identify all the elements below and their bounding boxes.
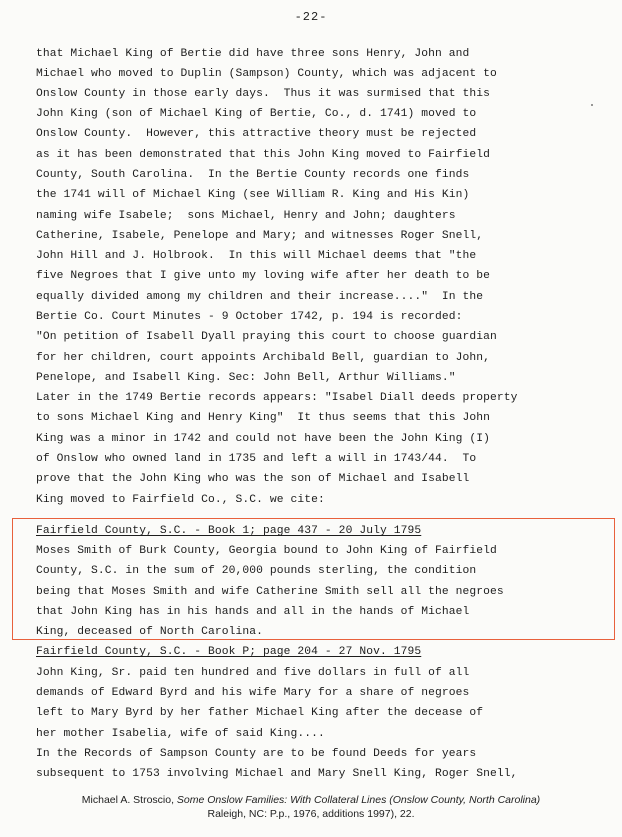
text-line: John King (son of Michael King of Bertie, Co., d. 1741) moved to: [36, 108, 477, 120]
text-line: County, South Carolina. In the Bertie County records one finds: [36, 169, 470, 181]
text-line: Penelope, and Isabell King. Sec: John Bell, Arthur Williams.": [36, 372, 456, 384]
page-number: -22-: [294, 10, 328, 24]
text-line: five Negroes that I give unto my loving wife after her death to be: [36, 270, 491, 282]
text-line: left to Mary Byrd by her father Michael King after the decease of: [36, 707, 484, 719]
text-line: King, deceased of North Carolina.: [36, 626, 264, 638]
highlight-box: [12, 518, 615, 640]
paper-speck: [591, 104, 593, 106]
text-line: being that Moses Smith and wife Catherine Smith sell all the negroes: [36, 586, 504, 598]
text-line: equally divided among my children and their increase...." In the: [36, 291, 484, 303]
text-line: demands of Edward Byrd and his wife Mary for a share of negroes: [36, 687, 470, 699]
text-line: John Hill and J. Holbrook. In this will Michael deems that "the: [36, 250, 477, 262]
text-line: Bertie Co. Court Minutes - 9 October 1742, p. 194 is recorded:: [36, 311, 463, 323]
record-heading: Fairfield County, S.C. - Book 1; page 437 - 20 July 1795: [36, 525, 422, 537]
text-line: the 1741 will of Michael King (see William R. King and His Kin): [36, 189, 470, 201]
text-line: King was a minor in 1742 and could not have been the John King (I): [36, 433, 491, 445]
text-line: John King, Sr. paid ten hundred and five dollars in full of all: [36, 667, 470, 679]
text-line: subsequent to 1753 involving Michael and Mary Snell King, Roger Snell,: [36, 768, 518, 780]
citation-title: Some Onslow Families: With Collateral Lines (Onslow County, North Carolina): [176, 794, 541, 806]
text-line: of Onslow who owned land in 1735 and left a will in 1743/44. To: [36, 453, 477, 465]
citation-publication: Raleigh, NC: P.p., 1976, additions 1997), 22.: [207, 808, 415, 820]
text-line: Catherine, Isabele, Penelope and Mary; and witnesses Roger Snell,: [36, 230, 484, 242]
text-line: naming wife Isabele; sons Michael, Henry and John; daughters: [36, 210, 456, 222]
text-line: Later in the 1749 Bertie records appears: "Isabel Diall deeds property: [36, 392, 518, 404]
text-line: Onslow County. However, this attractive theory must be rejected: [36, 128, 477, 140]
record-heading: Fairfield County, S.C. - Book P; page 204 - 27 Nov. 1795: [36, 646, 422, 658]
citation-author: Michael A. Stroscio,: [81, 794, 177, 806]
text-line: King moved to Fairfield Co., S.C. we cite:: [36, 494, 325, 506]
citation: [0, 793, 622, 821]
text-line: Onslow County in those early days. Thus it was surmised that this: [36, 88, 491, 100]
text-line: In the Records of Sampson County are to be found Deeds for years: [36, 748, 477, 760]
text-line: Moses Smith of Burk County, Georgia bound to John King of Fairfield: [36, 545, 497, 557]
text-line: for her children, court appoints Archibald Bell, guardian to John,: [36, 352, 491, 364]
text-line: that John King has in his hands and all in the hands of Michael: [36, 606, 470, 618]
text-line: Michael who moved to Duplin (Sampson) County, which was adjacent to: [36, 68, 497, 80]
text-line: "On petition of Isabell Dyall praying this court to choose guardian: [36, 331, 497, 343]
text-line: that Michael King of Bertie did have three sons Henry, John and: [36, 48, 470, 60]
text-line: County, S.C. in the sum of 20,000 pounds sterling, the condition: [36, 565, 477, 577]
text-line: her mother Isabelia, wife of said King....: [36, 728, 325, 740]
text-line: to sons Michael King and Henry King" It thus seems that this John: [36, 412, 491, 424]
text-line: as it has been demonstrated that this John King moved to Fairfield: [36, 149, 491, 161]
citation-line-1: [0, 793, 622, 807]
text-line: prove that the John King who was the son of Michael and Isabell: [36, 473, 470, 485]
